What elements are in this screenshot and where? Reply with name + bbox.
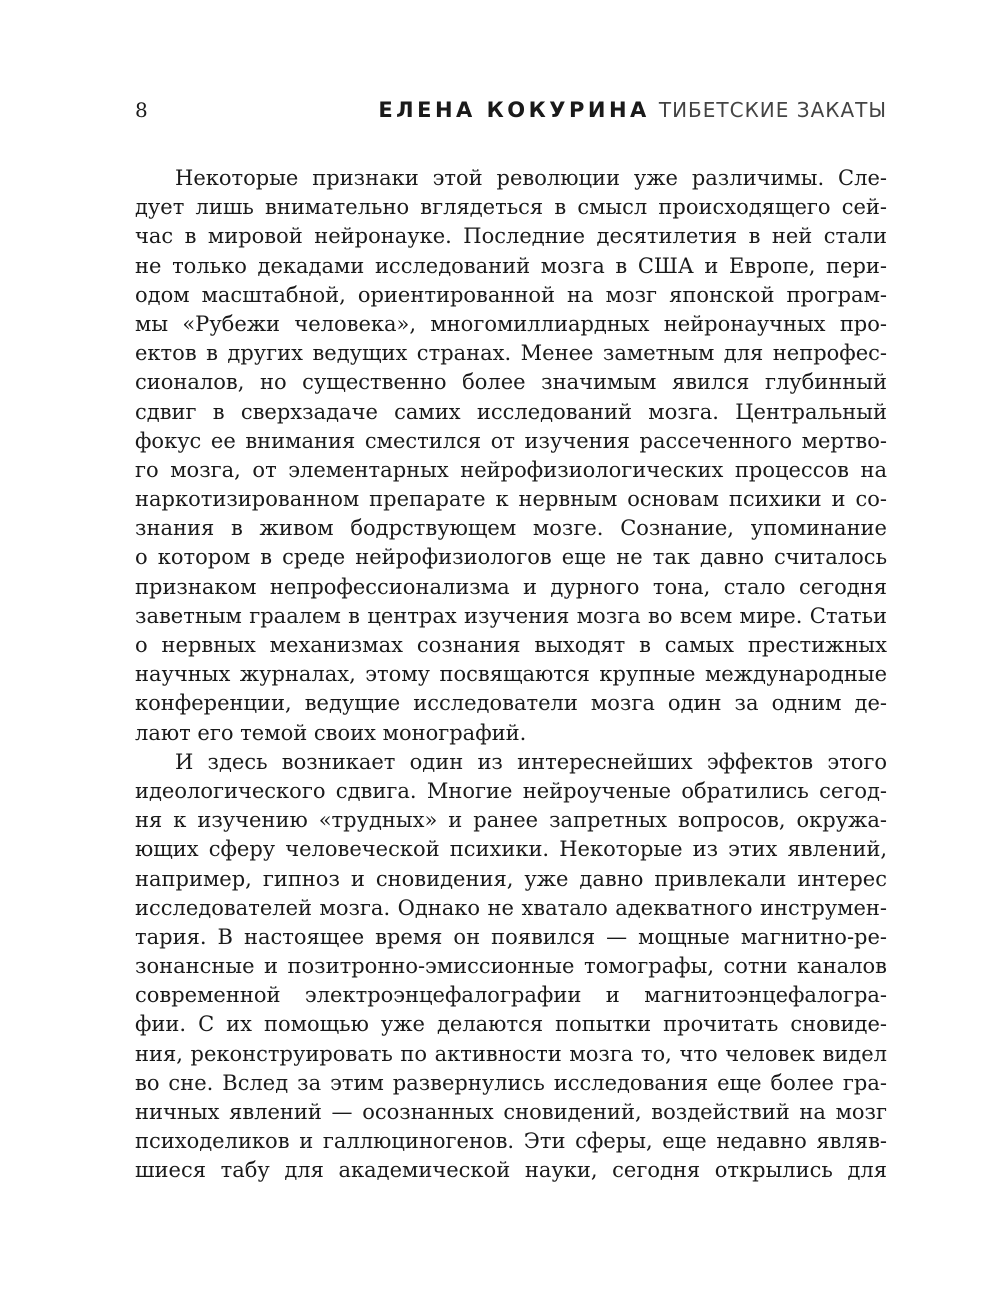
text-line: ничных явлений — осознанных сновидений, воздействий на мозг [135,1100,887,1124]
text-line: сдвиг в сверхзадаче самих исследований мозга. Центральный [135,399,887,424]
text-line: ющих сферу человеческой психики. Некоторые из этих явлений, [135,837,887,862]
text-line: шиеся табу для академической науки, сегодня открылись для [135,1158,887,1183]
paragraph [135,164,887,748]
text-line: одом масштабной, ориентированной на мозг японской програм- [135,282,887,307]
text-line: исследователей мозга. Однако не хватало адекватного инструмен- [135,895,887,920]
text-line: научных журналах, этому посвящаются крупные международные [135,662,887,687]
text-line: ния, реконструировать по активности мозга то, что человек видел [135,1041,887,1066]
text-line: не только декадами исследований мозга в США и Европе, пери- [135,253,887,278]
text-line: наркотизированном препарате к нервным основам психики и со- [135,487,887,512]
page-number: 8 [135,98,148,122]
book-title: ТИБЕТСКИЕ ЗАКАТЫ [658,98,887,122]
text-line: современной электроэнцефалографии и магнитоэнцефалогра- [135,983,887,1008]
text-line: сионалов, но существенно более значимым явился глубинный [135,370,887,395]
running-head [378,96,887,126]
text-line: И здесь возникает один из интереснейших эффектов этого [175,749,887,774]
text-line: знания в живом бодрствующем мозге. Сознание, упоминание [135,516,887,541]
body-text [135,164,887,1186]
author-name: ЕЛЕНА КОКУРИНА [378,98,650,122]
text-line: час в мировой нейронауке. Последние десятилетия в ней стали [135,224,887,249]
text-line: лают его темой своих монографий. [135,720,527,745]
text-line: конференции, ведущие исследователи мозга один за одним де- [135,691,887,716]
text-line: например, гипноз и сновидения, уже давно привлекали интерес [135,866,887,891]
text-line: мы «Рубежи человека», многомиллиардных нейронаучных про- [135,311,887,336]
paragraph [135,748,887,1186]
text-line: идеологического сдвига. Многие нейроученые обратились сегод- [135,778,887,803]
text-line: заветным граалем в центрах изучения мозга во всем мире. Статьи [135,603,887,628]
text-line: во сне. Вслед за этим развернулись исследования еще более гра- [135,1070,887,1095]
text-line: о котором в среде нейрофизиологов еще не так давно считалось [135,545,887,570]
text-line: ектов в других ведущих странах. Менее заметным для непрофес- [135,341,887,366]
text-line: зонансные и позитронно-эмиссионные томографы, сотни каналов [135,954,887,979]
text-line: фокус ее внимания сместился от изучения рассеченного мертво- [135,428,887,453]
text-line: дует лишь внимательно вглядеться в смысл происходящего сей- [135,195,887,220]
text-line: фии. С их помощью уже делаются попытки прочитать сновиде- [135,1012,887,1037]
text-line: признаком непрофессионализма и дурного тона, стало сегодня [135,574,887,599]
text-line: го мозга, от элементарных нейрофизиологических процессов на [135,457,887,482]
text-line: Некоторые признаки этой революции уже различимы. Сле- [175,166,887,190]
running-header [135,96,887,128]
text-line: психоделиков и галлюциногенов. Эти сферы, еще недавно являв- [135,1129,887,1154]
text-line: тария. В настоящее время он появился — мощные магнитно-ре- [135,924,887,949]
text-line: о нервных механизмах сознания выходят в самых престижных [135,633,887,657]
text-line: ня к изучению «трудных» и ранее запретных вопросов, окружа- [135,808,887,833]
